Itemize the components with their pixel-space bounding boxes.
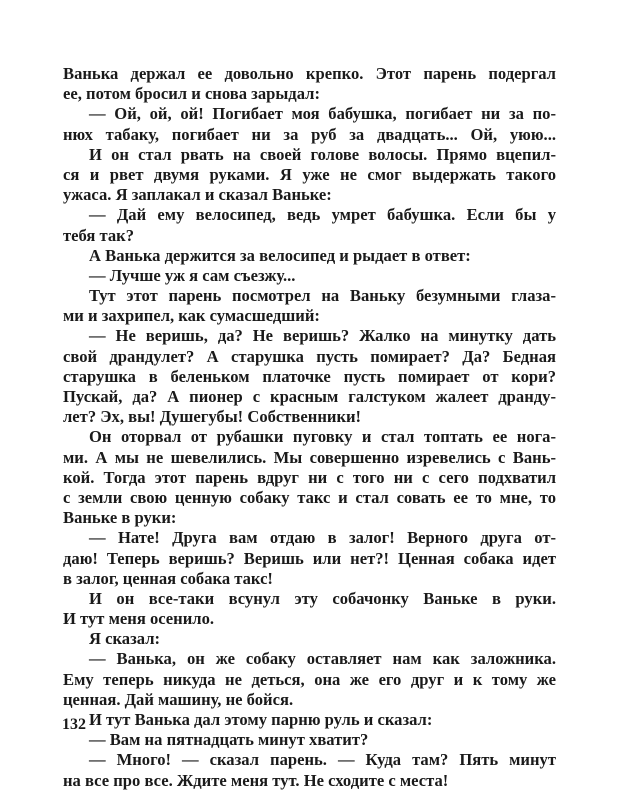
text-line: И он стал рвать на своей голове волосы. Прямо вцепил- bbox=[89, 144, 556, 164]
text-line: И тут Ванька дал этому парню руль и сказал: bbox=[89, 710, 433, 729]
text-line: на все про все. Ждите меня тут. Не сходите с места! bbox=[63, 770, 449, 790]
text-line: старушка в беленьком платочке пусть помирает от кори? bbox=[63, 366, 556, 386]
text-line: Пускай, да? А пионер с красным галстуком жалеет дранду- bbox=[63, 387, 556, 406]
text-line: — Нате! Друга вам отдаю в залог! Верного друга от- bbox=[89, 528, 556, 548]
text-line: ценная. Дай машину, не бойся. bbox=[63, 689, 294, 709]
text-line: — Много! — сказал парень. — Куда там? Пять минут bbox=[89, 750, 556, 770]
text-line: с земли свою ценную собаку такс и стал совать ее то мне, то bbox=[63, 487, 556, 507]
text-line: — Вам на пятнадцать минут хватит? bbox=[89, 730, 369, 750]
text-line: даю! Теперь веришь? Веришь или нет?! Ценная собака идет bbox=[63, 548, 556, 568]
text-line: Я сказал: bbox=[89, 629, 161, 649]
text-line: свой драндулет? А старушка пусть помирает? Да? Бедная bbox=[63, 346, 556, 366]
text-line: Ваньке в руки: bbox=[63, 508, 177, 528]
text-line: Ванька держал ее довольно крепко. Этот парень подергал bbox=[63, 64, 556, 83]
text-line: — Не веришь, да? Не веришь? Жалко на минутку дать bbox=[89, 326, 556, 346]
text-line: ми и захрипел, как сумасшедший: bbox=[63, 306, 320, 326]
text-line: кой. Тогда этот парень вдруг ни с того ни с сего подхватил bbox=[63, 467, 556, 487]
text-line: в залог, ценная собака такс! bbox=[63, 568, 273, 588]
text-line: — Лучше уж я сам съезжу... bbox=[89, 265, 296, 285]
page-number: 132 bbox=[62, 716, 86, 733]
text-line: Ему теперь никуда не деться, она же его друг и к тому же bbox=[63, 669, 556, 689]
text-line: нюх табаку, погибает ни за руб за двадцать... Ой, уюю... bbox=[63, 124, 556, 144]
text-line: И тут меня осенило. bbox=[63, 609, 215, 629]
text-line: тебя так? bbox=[63, 225, 135, 245]
text-line: — Ванька, он же собаку оставляет нам как заложника. bbox=[89, 649, 556, 669]
text-line: И он все-таки всунул эту собачонку Ваньке в руки. bbox=[89, 588, 556, 608]
text-line: А Ванька держится за велосипед и рыдает в ответ: bbox=[89, 245, 471, 265]
body-text bbox=[63, 64, 556, 791]
text-line: Тут этот парень посмотрел на Ваньку безумными глаза- bbox=[89, 286, 556, 306]
text-line: ми. А мы не шевелились. Мы совершенно изревелись с Вань- bbox=[63, 447, 556, 467]
text-line: ее, потом бросил и снова зарыдал: bbox=[63, 84, 320, 104]
text-line: ся и рвет двумя руками. Я уже не смог выдержать такого bbox=[63, 164, 556, 184]
text-line: — Дай ему велосипед, ведь умрет бабушка. Если бы у bbox=[89, 205, 556, 225]
text-line: лет? Эх, вы! Душегубы! Собственники! bbox=[63, 407, 362, 427]
text-line: ужаса. Я заплакал и сказал Ваньке: bbox=[63, 185, 332, 205]
text-line: Он оторвал от рубашки пуговку и стал топтать ее нога- bbox=[89, 427, 556, 447]
text-line: — Ой, ой, ой! Погибает моя бабушка, погибает ни за по- bbox=[89, 104, 556, 124]
